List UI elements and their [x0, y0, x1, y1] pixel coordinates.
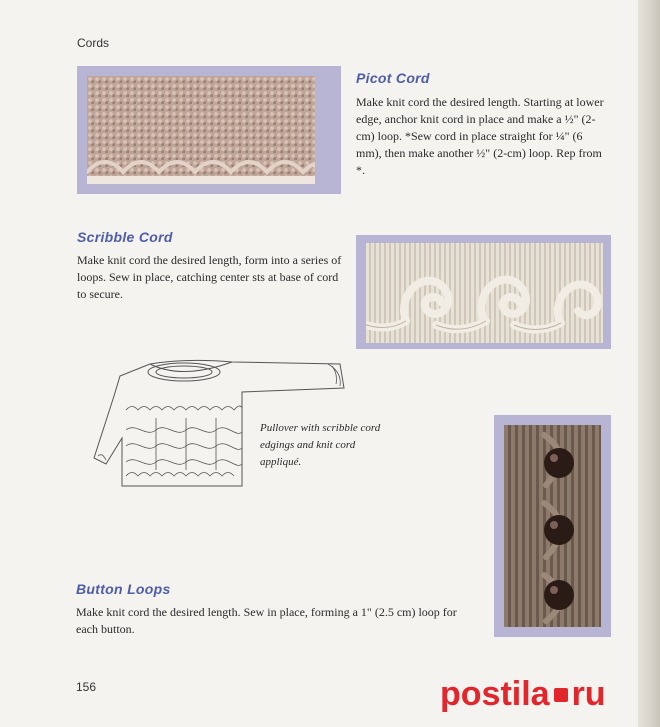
picot-cord-body: Make knit cord the desired length. Starting at lower edge, anchor knit cord in place and make a ½" (2-cm) loop. *Sew cord in place straight for ¼" (6 mm), then make another ½" (2-cm) loop. Rep from *. — [356, 95, 604, 177]
button-loops-buttons — [504, 425, 601, 627]
watermark-text-left: postila — [440, 675, 550, 713]
scribble-cord-title: Scribble Cord — [77, 229, 173, 245]
scribble-loops — [366, 243, 603, 343]
running-head: Cords — [77, 36, 110, 50]
picot-cord-photo-frame — [77, 66, 341, 194]
button-loops-photo — [504, 425, 601, 627]
picot-edge-scallops — [87, 76, 315, 184]
button-loops-title: Button Loops — [76, 581, 171, 597]
page-edge-shadow — [638, 0, 660, 727]
picot-cord-photo — [87, 76, 315, 184]
scribble-cord-photo — [366, 243, 603, 343]
button-loops-photo-frame — [494, 415, 611, 637]
postila-watermark — [440, 675, 606, 714]
pullover-caption: Pullover with scribble cord edgings and knit cord appliqué. — [260, 422, 381, 468]
scribble-cord-body: Make knit cord the desired length, form into a series of loops. Sew in place, catching center sts at base of cord to secure. — [77, 253, 342, 301]
button-loops-body: Make knit cord the desired length. Sew in place, forming a 1" (2.5 cm) loop for each button. — [76, 605, 457, 636]
watermark-square-icon — [554, 688, 568, 702]
picot-cord-title: Picot Cord — [356, 70, 430, 86]
scribble-cord-photo-frame — [356, 235, 611, 349]
page-number: 156 — [76, 680, 97, 694]
watermark-text-right: ru — [571, 675, 606, 713]
